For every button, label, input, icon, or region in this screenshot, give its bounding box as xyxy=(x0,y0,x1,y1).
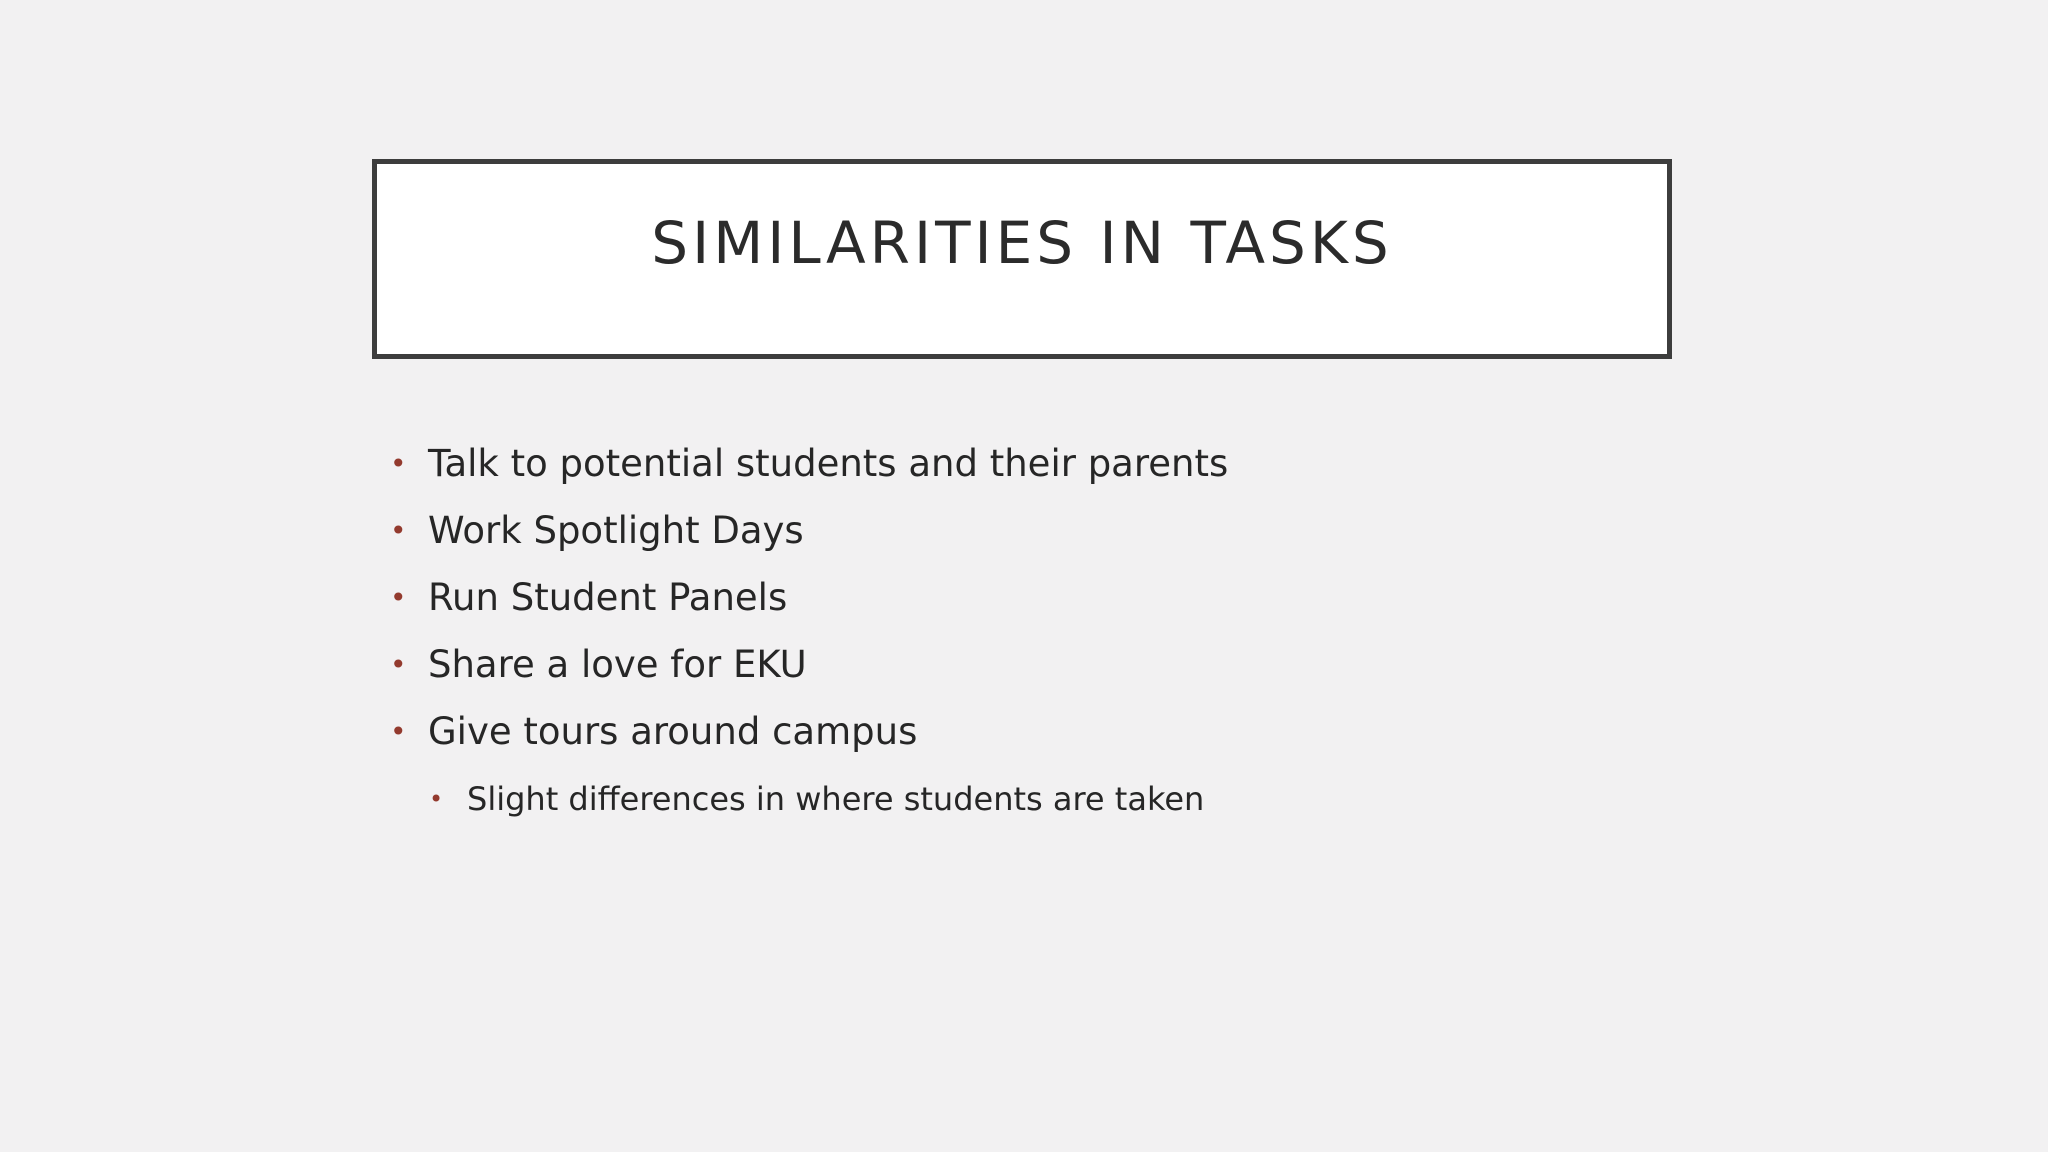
bullet-marker: • xyxy=(390,514,407,547)
bullet-text: Give tours around campus xyxy=(428,710,918,753)
sub-bullet-marker: • xyxy=(429,785,444,813)
bullet-text: Work Spotlight Days xyxy=(428,509,804,552)
bullet-text: Talk to potential students and their parents xyxy=(428,442,1229,485)
bullet-marker: • xyxy=(390,715,407,748)
bullet-item xyxy=(390,503,1670,570)
bullet-text: Run Student Panels xyxy=(428,576,788,619)
sub-bullet-text: Slight differences in where students are taken xyxy=(467,780,1205,818)
bullet-item xyxy=(390,436,1670,503)
bullet-text: Share a love for EKU xyxy=(428,643,807,686)
sub-bullet-item xyxy=(390,771,1670,838)
bullet-item xyxy=(390,570,1670,637)
bullet-item xyxy=(390,704,1670,771)
bullet-item xyxy=(390,637,1670,704)
bullet-list xyxy=(390,436,1670,838)
bullet-marker: • xyxy=(390,581,407,614)
slide-title: SIMILARITIES IN TASKS xyxy=(651,209,1393,277)
bullet-marker: • xyxy=(390,447,407,480)
title-box xyxy=(372,159,1672,359)
bullet-marker: • xyxy=(390,648,407,681)
